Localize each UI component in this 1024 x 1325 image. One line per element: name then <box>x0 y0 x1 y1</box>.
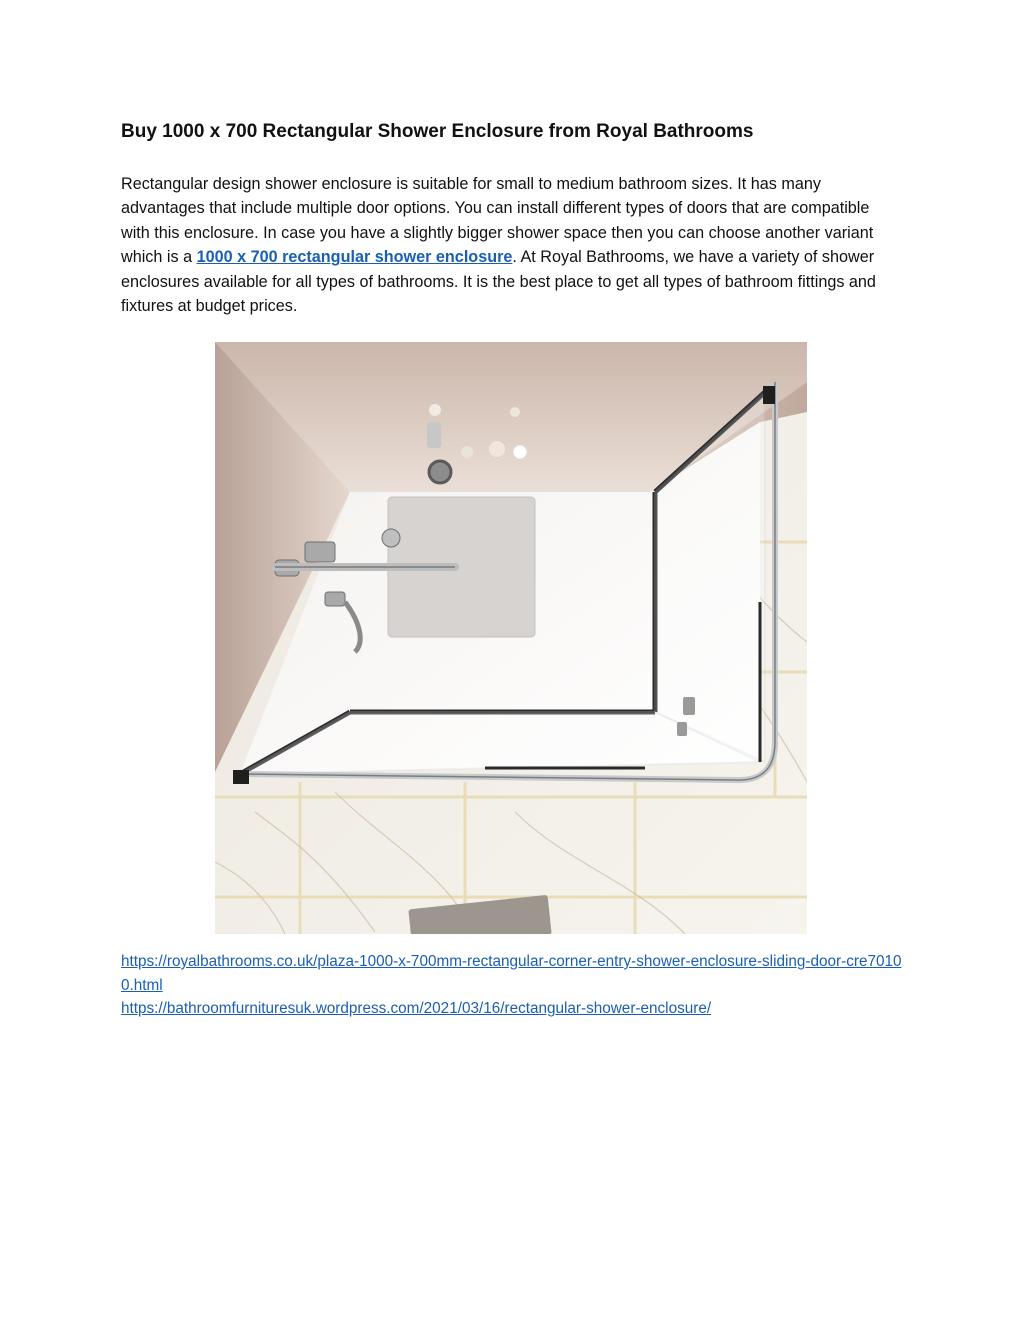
wordpress-url-link[interactable]: https://bathroomfurnituresuk.wordpress.com/2021/03/16/rectangular-shower-enclosure/ <box>121 1000 712 1017</box>
paragraph-text-after: . At Royal Bathrooms, we have a variety of shower enclosures available for all types of bathrooms. It is the best place to get all types of bathroom fittings and fixtures at budget prices. <box>121 248 876 316</box>
shower-enclosure-photo <box>215 342 807 934</box>
enclosure-link[interactable]: 1000 x 700 rectangular shower enclosure <box>196 248 513 267</box>
page-title: Buy 1000 x 700 Rectangular Shower Enclosure from Royal Bathrooms <box>121 121 754 142</box>
royal-bathrooms-url-link[interactable]: https://royalbathrooms.co.uk/plaza-1000-x-700mm-rectangular-corner-entry-shower-enclosure-sliding-door-cre70100.html <box>121 953 902 994</box>
intro-paragraph <box>121 172 896 318</box>
paragraph-text-before: Rectangular design shower enclosure is suitable for small to medium bathroom sizes. It has many advantages that include multiple door options. You can install different types of doors that are compatible with this enclosure. In case you have a slightly bigger shower space then you can choose another variant which is a <box>121 175 874 267</box>
source-links <box>121 950 911 1021</box>
